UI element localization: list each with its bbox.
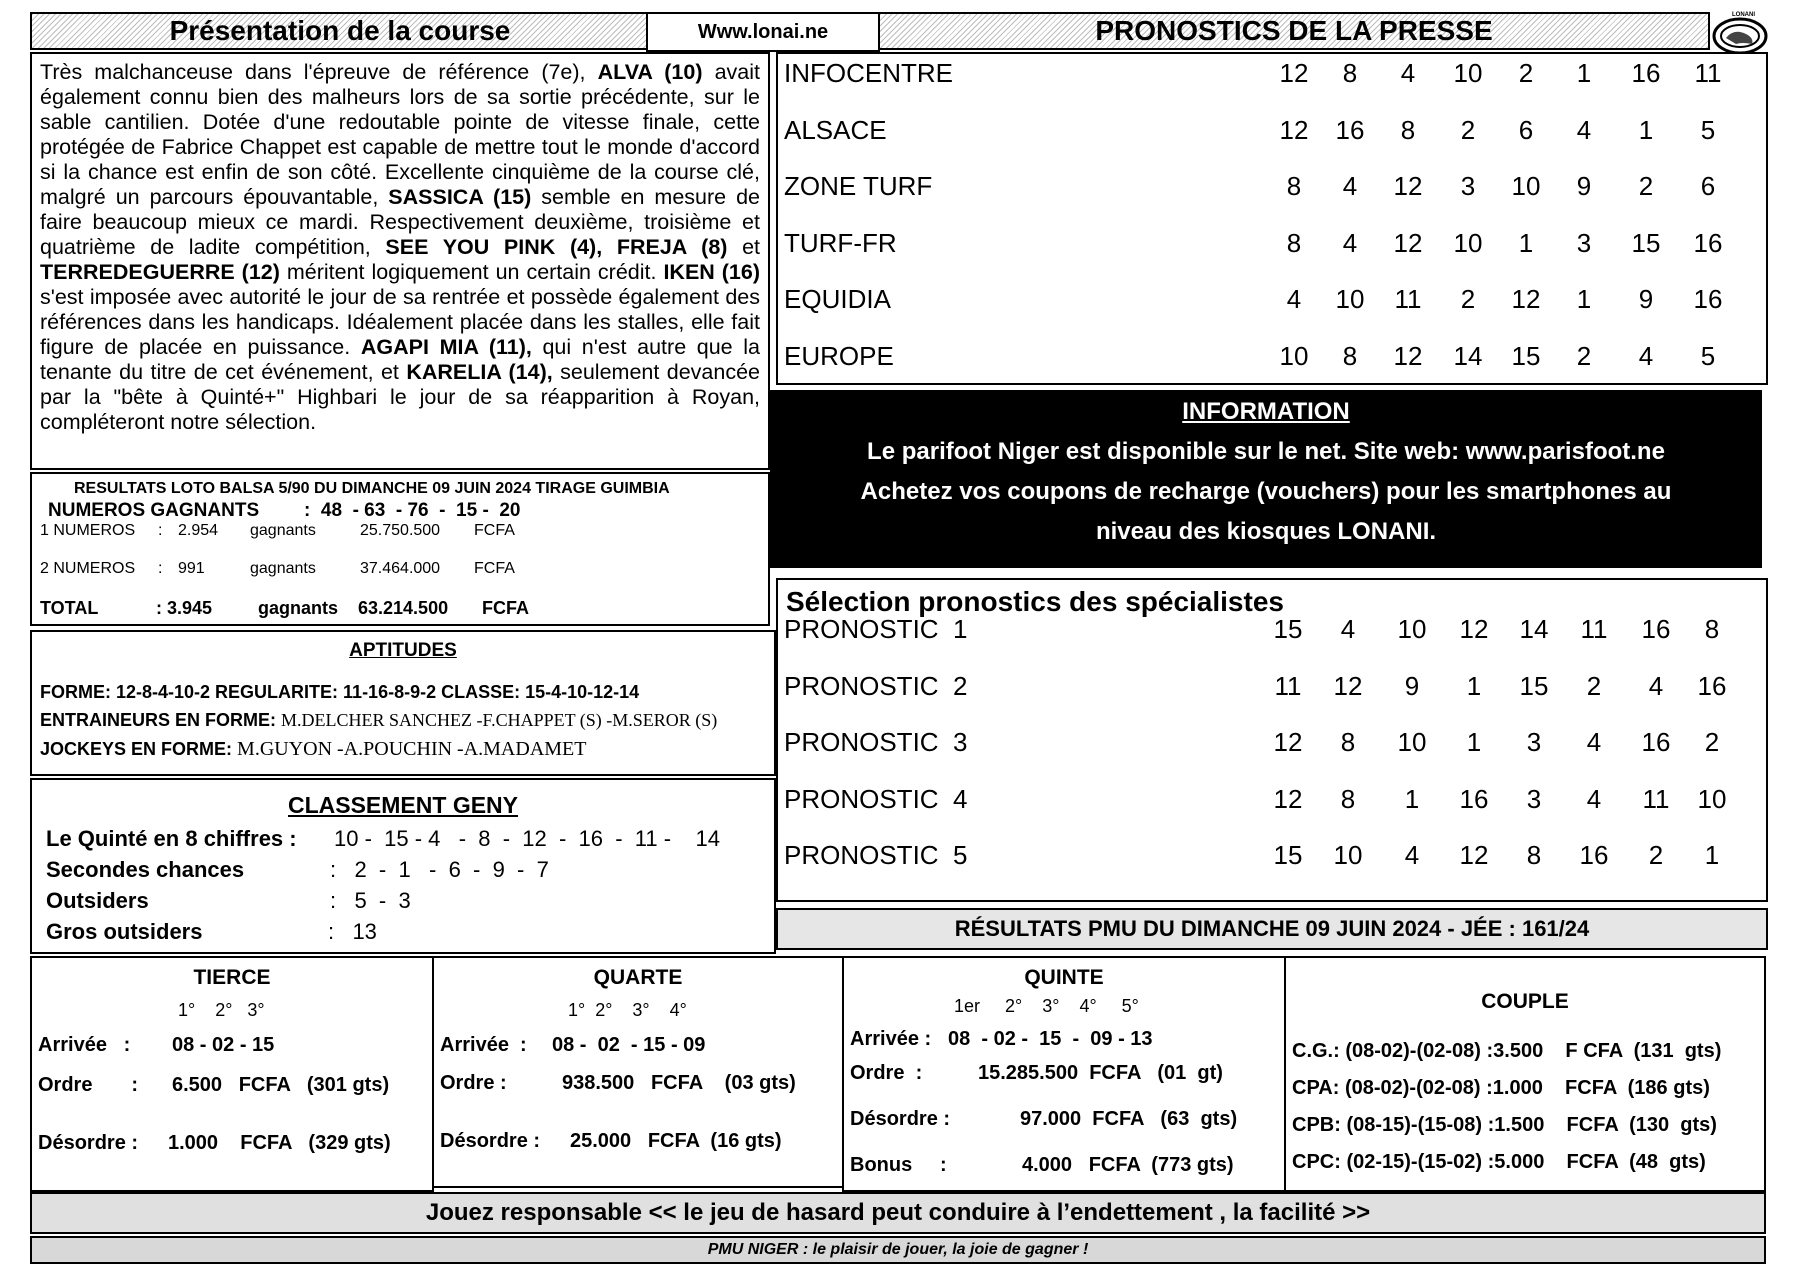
- presse-source-name: ALSACE: [784, 114, 887, 145]
- quinte-ordre-label: Ordre :: [850, 1062, 923, 1084]
- specialiste-number: 10: [1397, 727, 1427, 757]
- presentation-text-part: Très malchanceuse dans l'épreuve de référence (7e),: [40, 60, 598, 84]
- loto-row-cur: FCFA: [474, 560, 515, 577]
- presentation-horse-name: TERREDEGUERRE (12): [40, 260, 280, 284]
- presse-number: 12: [1279, 58, 1309, 88]
- information-box: [770, 390, 1762, 568]
- couple-title: COUPLE: [1481, 990, 1569, 1013]
- tierce-places: 1° 2° 3°: [178, 1000, 265, 1020]
- information-line2: Achetez vos coupons de recharge (vouchers) pour les smartphones au: [860, 478, 1672, 505]
- specialiste-number: 16: [1459, 783, 1489, 814]
- loto-row-word: gagnants: [250, 560, 316, 577]
- quarte-places: 1° 2° 3° 4°: [568, 1000, 687, 1020]
- couple-box: [1284, 956, 1766, 1192]
- presse-number: 4: [1576, 114, 1592, 145]
- specialiste-source-name: PRONOSTIC 3: [784, 727, 968, 757]
- information-line3: niveau des kiosques LONANI.: [1095, 518, 1437, 545]
- geny-row-value: : 13: [328, 919, 377, 944]
- specialiste-number: 4: [1648, 670, 1664, 701]
- presse-number: 10: [1453, 58, 1483, 88]
- quinte-bonus: 4.000 FCFA (773 gts): [1022, 1154, 1234, 1176]
- loto-row-count: 2.954: [178, 522, 219, 539]
- presse-number: 12: [1393, 340, 1423, 371]
- quinte-bonus-label: Bonus :: [850, 1154, 947, 1176]
- entraineurs-value: M.DELCHER SANCHEZ -F.CHAPPET (S) -M.SEROR (S): [281, 710, 718, 730]
- geny-row-label: Outsiders: [46, 888, 149, 913]
- geny-row-label: Secondes chances: [46, 857, 245, 882]
- loto-total-amount: 63.214.500: [358, 598, 449, 618]
- specialiste-number: 16: [1641, 614, 1671, 644]
- presse-number: 16: [1631, 58, 1661, 88]
- lonani-logo: [1712, 12, 1768, 56]
- quarte-title: QUARTE: [593, 966, 683, 989]
- loto-row-cur: FCFA: [474, 522, 515, 539]
- presse-heading: PRONOSTICS DE LA PRESSE: [1095, 15, 1493, 46]
- specialiste-number: 14: [1519, 614, 1549, 644]
- quarte-arrivee: 08 - 02 - 15 - 09: [552, 1034, 706, 1056]
- presse-number: 8: [1286, 171, 1302, 201]
- presse-number: 3: [1460, 171, 1476, 201]
- specialiste-number: 11: [1274, 670, 1302, 701]
- presse-number: 2: [1460, 114, 1476, 145]
- specialiste-number: 15: [1273, 840, 1303, 870]
- specialiste-number: 12: [1459, 614, 1489, 644]
- loto-row-word: gagnants: [250, 522, 316, 539]
- presentation-horse-name: IKEN (16): [663, 260, 760, 284]
- presse-number: 12: [1393, 171, 1423, 201]
- specialiste-number: 11: [1642, 783, 1670, 814]
- specialistes-box: [776, 578, 1768, 902]
- specialiste-number: 12: [1273, 783, 1303, 814]
- specialiste-number: 2: [1586, 670, 1602, 701]
- geny-title: CLASSEMENT GENY: [287, 792, 519, 818]
- specialiste-number: 2: [1704, 727, 1720, 757]
- tierce-title: TIERCE: [193, 966, 271, 989]
- quinte-places: 1er 2° 3° 4° 5°: [954, 996, 1139, 1016]
- specialiste-number: 16: [1641, 727, 1671, 757]
- loto-row-label: 1 NUMEROS: [40, 522, 136, 539]
- presse-number: 15: [1511, 340, 1541, 371]
- presse-number: 15: [1631, 227, 1661, 258]
- couple-row: CPB: (08-15)-(15-08) :1.500 FCFA (130 gts): [1292, 1114, 1717, 1136]
- presse-number: 8: [1400, 114, 1416, 145]
- presse-number: 16: [1693, 284, 1723, 314]
- loto-row-label: 2 NUMEROS: [40, 560, 136, 577]
- tierce-ordre-label: Ordre :: [38, 1074, 139, 1096]
- presse-number: 10: [1453, 227, 1483, 258]
- presse-source-name: TURF-FR: [784, 227, 897, 258]
- couple-row: CPA: (08-02)-(02-08) :1.000 FCFA (186 gts): [1292, 1077, 1710, 1099]
- quarte-desordre-label: Désordre :: [440, 1130, 541, 1152]
- specialiste-number: 10: [1397, 614, 1427, 644]
- quarte-ordre: 938.500 FCFA (03 gts): [562, 1072, 796, 1094]
- footer-sub-bar: [30, 1236, 1766, 1264]
- presse-number: 4: [1342, 227, 1358, 258]
- specialiste-number: 8: [1340, 727, 1356, 757]
- specialiste-number: 4: [1404, 840, 1420, 870]
- pmu-title-bar: [776, 908, 1768, 950]
- loto-row-sep: :: [158, 560, 163, 577]
- loto-row-sep: :: [158, 522, 163, 539]
- logo-text: LONANI: [1732, 12, 1755, 18]
- presentation-box: [30, 52, 770, 470]
- logo-icon: [1712, 12, 1768, 56]
- couple-row: CPC: (02-15)-(15-02) :5.000 FCFA (48 gts): [1292, 1151, 1706, 1173]
- tierce-arrivee-label: Arrivée :: [38, 1034, 131, 1056]
- header-left-bar: [30, 12, 650, 50]
- specialiste-source-name: PRONOSTIC 2: [784, 670, 968, 701]
- presse-number: 2: [1638, 171, 1654, 201]
- specialiste-number: 8: [1340, 783, 1356, 814]
- quinte-box: [842, 956, 1286, 1192]
- jockeys-value: M.GUYON -A.POUCHIN -A.MADAMET: [237, 738, 587, 760]
- specialiste-source-name: PRONOSTIC 4: [784, 783, 968, 814]
- presse-number: 1: [1518, 227, 1534, 258]
- specialiste-number: 10: [1333, 840, 1363, 870]
- presse-number: 8: [1342, 340, 1358, 371]
- geny-row-label: Le Quinté en 8 chiffres :: [46, 826, 297, 851]
- presse-number: 9: [1576, 171, 1592, 201]
- specialiste-number: 15: [1273, 614, 1303, 644]
- specialiste-number: 8: [1704, 614, 1720, 644]
- tierce-desordre: 1.000 FCFA (329 gts): [168, 1132, 391, 1154]
- specialiste-number: 11: [1580, 614, 1608, 644]
- information-title: INFORMATION: [1182, 398, 1350, 425]
- loto-total-cur: FCFA: [482, 598, 529, 618]
- website-text: Www.lonai.ne: [697, 21, 829, 43]
- specialiste-number: 16: [1697, 670, 1727, 701]
- specialiste-source-name: PRONOSTIC 5: [784, 840, 968, 870]
- entraineurs-label: ENTRAINEURS EN FORME:: [40, 710, 277, 730]
- quinte-title: QUINTE: [1024, 966, 1104, 989]
- presse-number: 5: [1700, 114, 1716, 145]
- tierce-box: [30, 956, 434, 1192]
- specialiste-number: 1: [1466, 670, 1482, 701]
- presentation-text-part: méritent logiquement un certain crédit.: [279, 260, 664, 284]
- aptitudes-box: [30, 630, 776, 776]
- jockeys-label: JOCKEYS EN FORME:: [40, 739, 233, 759]
- presse-number: 2: [1460, 284, 1476, 314]
- presentation-horse-name: SASSICA (15): [388, 185, 532, 209]
- tierce-desordre-label: Désordre :: [38, 1132, 139, 1154]
- specialiste-number: 10: [1697, 783, 1727, 814]
- header-right-bar: [878, 12, 1710, 50]
- presse-number: 11: [1694, 58, 1722, 88]
- specialiste-number: 2: [1648, 840, 1664, 870]
- presentation-text-part: semble en mesure de faire beaucoup mieux ce mardi. Respectivement deuxième, troisième et quatrième de ladite compétition,: [40, 185, 761, 259]
- presse-number: 9: [1638, 284, 1654, 314]
- presse-number: 1: [1576, 58, 1592, 88]
- presse-number: 3: [1576, 227, 1592, 258]
- quinte-ordre: 15.285.500 FCFA (01 gt): [978, 1062, 1223, 1084]
- presse-number: 12: [1511, 284, 1541, 314]
- presse-number: 1: [1638, 114, 1654, 145]
- quinte-desordre-label: Désordre :: [850, 1108, 951, 1130]
- specialiste-number: 12: [1459, 840, 1489, 870]
- specialiste-number: 16: [1579, 840, 1609, 870]
- specialiste-number: 12: [1333, 670, 1363, 701]
- presse-number: 16: [1693, 227, 1723, 258]
- presse-source-name: ZONE TURF: [784, 171, 933, 201]
- website-label[interactable]: [646, 12, 880, 52]
- specialiste-number: 4: [1340, 614, 1356, 644]
- footer-bar: [30, 1192, 1766, 1234]
- presse-number: 4: [1342, 171, 1358, 201]
- tierce-arrivee: 08 - 02 - 15: [172, 1034, 275, 1056]
- presentation-text-part: seulement devancée par la "bête à Quinté+" Highbari le jour de sa réapparition à Royan, compléteront notre sélection.: [40, 360, 761, 434]
- presse-number: 14: [1453, 340, 1483, 371]
- presse-number: 16: [1335, 114, 1365, 145]
- specialiste-number: 1: [1404, 783, 1420, 814]
- specialiste-number: 4: [1586, 783, 1602, 814]
- presse-source-name: EUROPE: [784, 340, 894, 371]
- presse-number: 6: [1518, 114, 1534, 145]
- presse-number: 12: [1393, 227, 1423, 258]
- specialiste-number: 4: [1586, 727, 1602, 757]
- presentation-text-part: s'est imposée avec autorité le jour de sa rentrée et possède également des références dans les handicaps. Idéalement placée dans les stalles, elle fait figure de placée en puissance.: [40, 285, 760, 359]
- presse-number: 10: [1335, 284, 1365, 314]
- presentation-horse-name: KARELIA (14),: [406, 360, 553, 384]
- loto-row-amount: 25.750.500: [360, 522, 441, 539]
- tierce-ordre: 6.500 FCFA (301 gts): [172, 1074, 390, 1096]
- aptitudes-forme: FORME: 12-8-4-10-2 REGULARITE: 11-16-8-9-2 CLASSE: 15-4-10-12-14: [40, 682, 640, 702]
- specialiste-number: 3: [1526, 783, 1542, 814]
- loto-numbers-label: NUMEROS GAGNANTS: [48, 500, 260, 521]
- presse-number: 8: [1342, 58, 1358, 88]
- presentation-horse-name: AGAPI MIA (11),: [360, 335, 532, 359]
- presentation-horse-name: ALVA (10): [597, 60, 703, 84]
- specialiste-number: 8: [1526, 840, 1542, 870]
- presentation-text-part: qui n'est autre que la tenante du titre de cet événement, et: [40, 335, 760, 384]
- presentation-heading: Présentation de la course: [169, 15, 511, 46]
- presse-number: 8: [1286, 227, 1302, 258]
- loto-row-amount: 37.464.000: [360, 560, 441, 577]
- aptitudes-title: APTITUDES: [349, 640, 457, 661]
- presse-number: 1: [1576, 284, 1592, 314]
- aptitudes-jockeys: [40, 738, 586, 761]
- quinte-desordre: 97.000 FCFA (63 gts): [1020, 1108, 1238, 1130]
- loto-numbers: : 48 - 63 - 76 - 15 - 20: [304, 500, 521, 521]
- footer-main: Jouez responsable << le jeu de hasard peut conduire à l’endettement , la facilité >>: [425, 1199, 1371, 1226]
- loto-box: [30, 472, 770, 626]
- aptitudes-entraineurs: [40, 710, 717, 731]
- presse-number: 5: [1700, 340, 1716, 371]
- presse-number: 6: [1700, 171, 1716, 201]
- presse-source-name: INFOCENTRE: [784, 58, 953, 88]
- quinte-arrivee-label: Arrivée :: [850, 1028, 932, 1050]
- loto-title: RESULTATS LOTO BALSA 5/90 DU DIMANCHE 09 JUIN 2024 TIRAGE GUIMBIA: [74, 480, 670, 497]
- geny-row-value: 10 - 15 - 4 - 8 - 12 - 16 - 11 - 14: [334, 826, 720, 851]
- specialiste-source-name: PRONOSTIC 1: [784, 614, 968, 644]
- loto-total-count: : 3.945: [156, 598, 213, 618]
- presse-number: 2: [1518, 58, 1534, 88]
- footer-sub: PMU NIGER : le plaisir de jouer, la joie de gagner !: [707, 1241, 1089, 1258]
- information-line1: Le parifoot Niger est disponible sur le net. Site web: www.parisfoot.ne: [867, 438, 1665, 465]
- presse-number: 4: [1400, 58, 1416, 88]
- specialiste-number: 9: [1404, 670, 1420, 701]
- loto-total-word: gagnants: [258, 598, 339, 618]
- specialiste-number: 15: [1519, 670, 1549, 701]
- specialiste-number: 1: [1466, 727, 1482, 757]
- couple-row: C.G.: (08-02)-(02-08) :3.500 F CFA (131 gts): [1292, 1040, 1722, 1062]
- specialistes-title: Sélection pronostics des spécialistes: [786, 586, 1284, 617]
- pmu-title: RÉSULTATS PMU DU DIMANCHE 09 JUIN 2024 - JÉE : 161/24: [954, 916, 1590, 941]
- loto-total-label: TOTAL: [40, 598, 99, 618]
- geny-row-label: Gros outsiders: [46, 919, 203, 944]
- geny-box: [30, 778, 776, 954]
- specialiste-number: 12: [1273, 727, 1303, 757]
- quarte-box: [432, 956, 844, 1188]
- presse-number: 2: [1576, 340, 1592, 371]
- quarte-ordre-label: Ordre :: [440, 1072, 507, 1094]
- geny-row-value: : 5 - 3: [330, 888, 411, 913]
- loto-row-count: 991: [178, 560, 205, 577]
- presse-source-name: EQUIDIA: [784, 284, 891, 314]
- loto-row: [32, 560, 752, 582]
- presentation-text-part: avait également connu bien des malheurs lors de sa sortie précédente, sur le sable cantilien. Dotée d'une redoutable pointe de vitesse finale, cette protégée de Fabrice Chappet est capable de mettre tout le monde d'accord si la chance est enfin de son côté. Excellente cinquième de la course clé, malgré un parcours épouvantable,: [40, 60, 761, 209]
- presse-number: 12: [1279, 114, 1309, 145]
- loto-row: [32, 522, 752, 544]
- quarte-desordre: 25.000 FCFA (16 gts): [570, 1130, 782, 1152]
- presse-box: [776, 52, 1768, 385]
- presse-number: 10: [1279, 340, 1309, 371]
- presse-number: 4: [1638, 340, 1654, 371]
- presse-number: 11: [1394, 284, 1422, 314]
- presentation-text: [40, 60, 760, 435]
- presse-number: 4: [1286, 284, 1302, 314]
- quinte-arrivee: 08 - 02 - 15 - 09 - 13: [948, 1028, 1153, 1050]
- presentation-horse-name: SEE YOU PINK (4), FREJA (8): [385, 235, 728, 259]
- specialiste-number: 1: [1704, 840, 1720, 870]
- presentation-text-part: et: [727, 235, 761, 259]
- geny-row-value: : 2 - 1 - 6 - 9 - 7: [330, 857, 549, 882]
- specialiste-number: 3: [1526, 727, 1542, 757]
- quarte-arrivee-label: Arrivée :: [440, 1034, 527, 1056]
- presse-number: 10: [1511, 171, 1541, 201]
